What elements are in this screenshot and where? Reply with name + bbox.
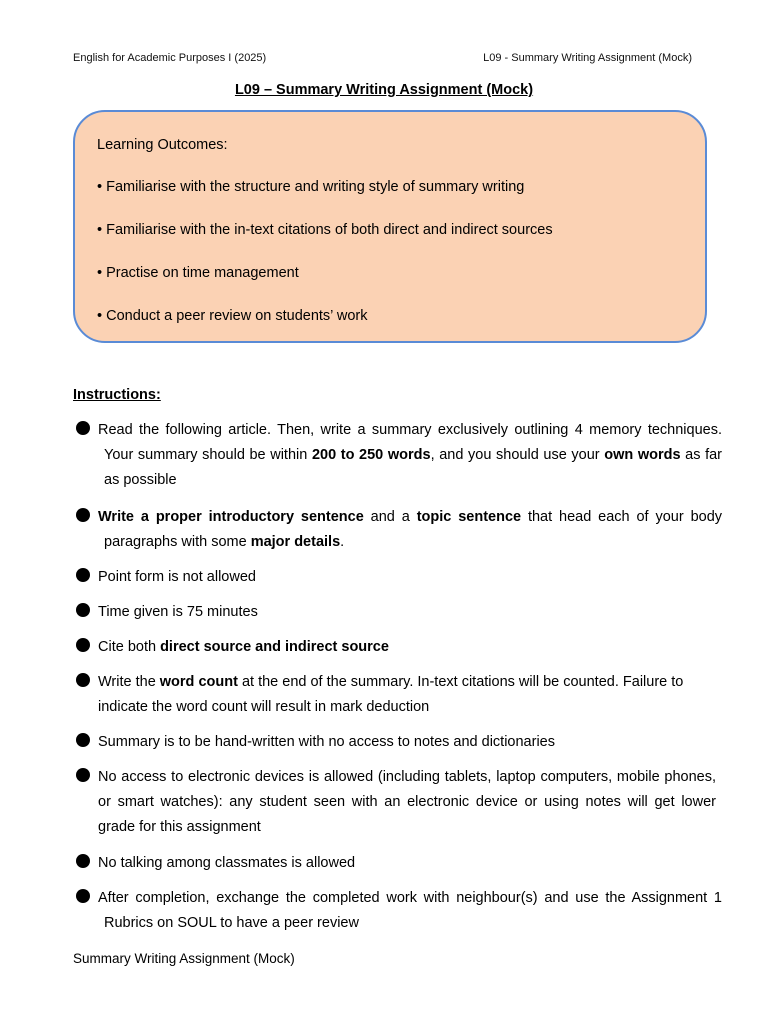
instruction-item: No talking among classmates is allowed (76, 851, 694, 876)
learning-outcome-item: • Practise on time management (97, 265, 299, 281)
bullet-icon (76, 733, 90, 747)
bullet-icon (76, 854, 90, 868)
instruction-item: After completion, exchange the completed work with neighbour(s) and use the Assignment 1 Rubrics on SOUL to have a peer review (76, 886, 722, 936)
bullet-icon (76, 508, 90, 522)
bullet-icon (76, 768, 90, 782)
instruction-item: Write a proper introductory sentence and a topic sentence that head each of your body paragraphs with some major details. (76, 505, 722, 555)
learning-outcomes-box (73, 110, 707, 343)
page-title: L09 – Summary Writing Assignment (Mock) (234, 82, 534, 98)
learning-outcomes-heading: Learning Outcomes: (97, 137, 228, 153)
instruction-item: Read the following article. Then, write a summary exclusively outlining 4 memory techniques. Your summary should be within 200 to 250 words, and you should use your own words as far as possible (76, 418, 722, 493)
instruction-item: Write the word count at the end of the summary. In-text citations will be counted. Failure to indicate the word count will result in mark deduction (76, 670, 716, 720)
learning-outcome-item: • Familiarise with the structure and writing style of summary writing (97, 179, 525, 195)
learning-outcome-item: • Conduct a peer review on students’ work (97, 308, 368, 324)
instruction-item: Cite both direct source and indirect source (76, 635, 694, 660)
instruction-item: Time given is 75 minutes (76, 600, 694, 625)
instruction-item: No access to electronic devices is allowed (including tablets, laptop computers, mobile phones, or smart watches): any student seen with an electronic device or using notes will get lower grade for this assignment (76, 765, 716, 840)
bullet-icon (76, 889, 90, 903)
bullet-icon (76, 673, 90, 687)
bullet-icon (76, 603, 90, 617)
header-course: English for Academic Purposes I (2025) (73, 52, 267, 64)
page-footer: Summary Writing Assignment (Mock) (73, 951, 295, 966)
instruction-item: Summary is to be hand-written with no access to notes and dictionaries (76, 730, 694, 755)
learning-outcome-item: • Familiarise with the in-text citations of both direct and indirect sources (97, 222, 553, 238)
instructions-heading: Instructions: (73, 387, 161, 403)
bullet-icon (76, 421, 90, 435)
header-doc-title: L09 - Summary Writing Assignment (Mock) (483, 52, 692, 64)
bullet-icon (76, 638, 90, 652)
bullet-icon (76, 568, 90, 582)
instruction-item: Point form is not allowed (76, 565, 694, 590)
